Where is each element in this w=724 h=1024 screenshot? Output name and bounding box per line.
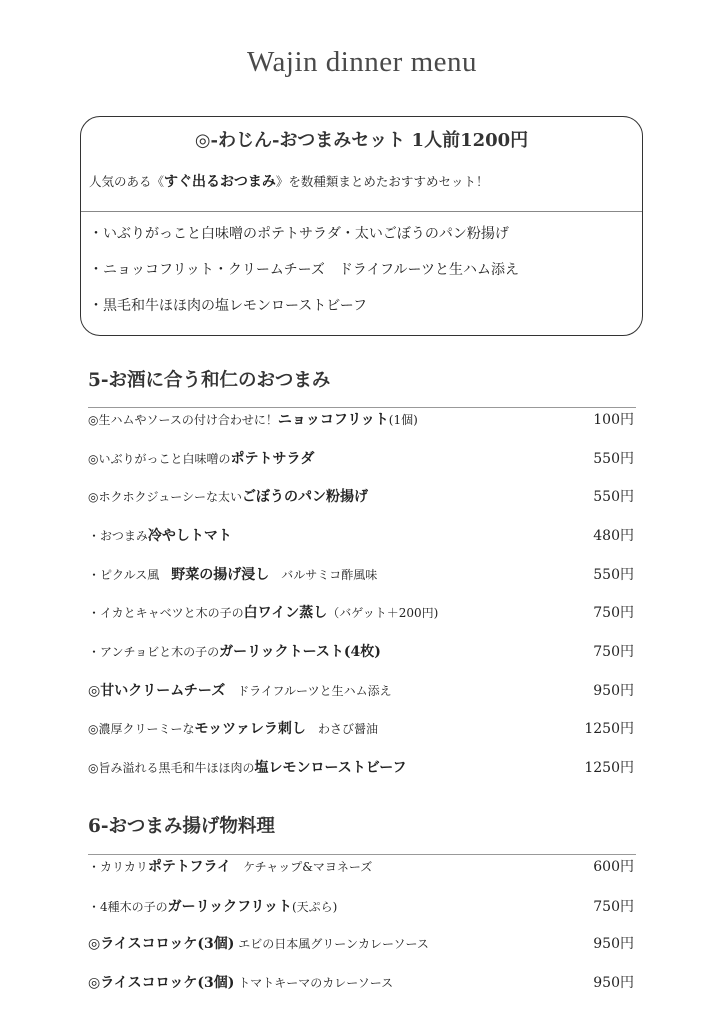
menu-item (88, 856, 634, 878)
menu-item-price: 100円 (593, 412, 634, 428)
menu-item-price: 1250円 (584, 760, 634, 776)
menu-item (88, 486, 634, 508)
set-desc-pre: 人気のある《 (89, 174, 165, 189)
set-item: ・黒毛和牛ほほ肉の塩レモンローストビーフ (89, 298, 368, 314)
menu-item (88, 602, 634, 624)
menu-item-price: 550円 (593, 451, 634, 467)
menu-item (88, 896, 634, 918)
menu-item-price: 550円 (593, 567, 634, 583)
menu-item-price: 550円 (593, 489, 634, 505)
section-divider (88, 854, 636, 855)
set-item: ・いぶりがっこと白味噌のポテトサラダ・太いごぼうのパン粉揚げ (89, 226, 509, 242)
menu-item-name: ◎いぶりがっこと白味噌のポテトサラダ (88, 451, 315, 467)
menu-item (88, 718, 634, 740)
menu-item-name: ・アンチョビと木の子のガーリックトースト(4枚) (88, 644, 381, 660)
menu-item-name: ◎ホクホクジューシーな太いごぼうのパン粉揚げ (88, 489, 368, 505)
menu-item (88, 680, 634, 702)
menu-item (88, 525, 634, 547)
menu-item (88, 641, 634, 663)
menu-item (88, 448, 634, 470)
menu-item-name: ◎甘いクリームチーズ ドライフルーツと生ハム添え (88, 683, 392, 699)
menu-item-name: ・イカとキャベツと木の子の白ワイン蒸し（バゲット＋200円) (88, 605, 439, 621)
menu-item-name: ・カリカリポテトフライ ケチャップ&マヨネーズ (88, 859, 373, 875)
menu-item-price: 750円 (593, 899, 634, 915)
menu-item-name: ・4種木の子のガーリックフリット(天ぷら) (88, 899, 338, 915)
menu-item-name: ◎ライスコロッケ(3個) エビの日本風グリーンカレーソース (88, 936, 429, 952)
menu-item-price: 1250円 (584, 721, 634, 737)
menu-item-price: 600円 (593, 859, 634, 875)
set-desc-post: 》を数種類まとめたおすすめセット！ (275, 174, 489, 189)
menu-item-price: 480円 (593, 528, 634, 544)
menu-item-name: ・ピクルス風 野菜の揚げ浸し バルサミコ酢風味 (88, 567, 378, 583)
menu-title: Wajin dinner menu (246, 46, 478, 78)
menu-item (88, 757, 634, 779)
menu-item-name: ◎旨み溢れる黒毛和牛ほほ肉の塩レモンローストビーフ (88, 760, 407, 776)
section-divider (88, 407, 636, 408)
set-menu-title: ◎-わじん-おつまみセット 1人前1200円 (194, 130, 529, 151)
menu-item-name: ◎ライスコロッケ(3個) トマトキーマのカレーソース (88, 975, 394, 991)
menu-item-price: 950円 (593, 975, 634, 991)
menu-item (88, 933, 634, 955)
menu-item-price: 950円 (593, 936, 634, 952)
section-title: 6-おつまみ揚げ物料理 (88, 816, 275, 837)
menu-item-price: 750円 (593, 605, 634, 621)
menu-item-price: 950円 (593, 683, 634, 699)
set-item: ・ニョッコフリット・クリームチーズ ドライフルーツと生ハム添え (89, 262, 519, 278)
set-menu-box (80, 116, 643, 336)
menu-item-price: 750円 (593, 644, 634, 660)
set-desc-bold: すぐ出るおつまみ (164, 174, 276, 190)
menu-item-name: ◎生ハムやソースの付け合わせに！ニョッコフリット(1個) (88, 412, 418, 428)
menu-item (88, 564, 634, 586)
menu-item-name: ・おつまみ冷やしトマト (88, 528, 232, 544)
menu-item (88, 409, 634, 431)
menu-item (88, 972, 634, 994)
set-menu-description (89, 171, 489, 191)
section-title: 5-お酒に合う和仁のおつまみ (88, 370, 331, 391)
menu-item-name: ◎濃厚クリーミーなモッツァレラ刺し わさび醤油 (88, 721, 378, 737)
set-divider (81, 211, 642, 212)
